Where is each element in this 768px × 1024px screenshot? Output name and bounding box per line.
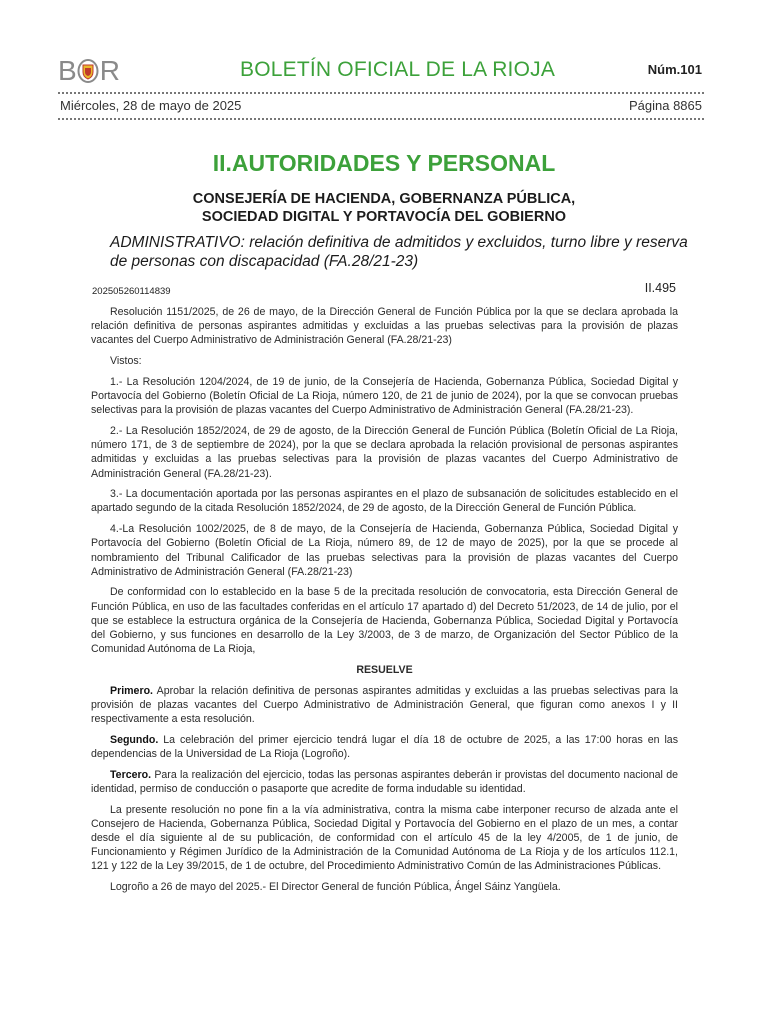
header-divider-bottom [58,118,704,120]
primero-paragraph [91,684,678,727]
bulletin-title: BOLETÍN OFICIAL DE LA RIOJA [240,58,556,81]
publication-date: Miércoles, 28 de mayo de 2025 [60,98,242,113]
subject-line-1: ADMINISTRATIVO: relación definitiva de admitidos y excluidos, turno libre y reserva [110,234,688,251]
tercero-text: Para la realización del ejercicio, todas las personas aspirantes deberán ir provistas del documento nacional de identidad, permiso de conducción o pasaporte que acredite de forma indudable su identidad. [91,768,678,795]
vistos-paragraph: Vistos: [110,355,142,368]
tercero-label: Tercero. [110,768,152,781]
bulletin-header [58,52,704,88]
document-reference: II.495 [644,281,676,295]
signature-paragraph: Logroño a 26 de mayo del 2025.- El Director General de función Pública, Ángel Sáinz Yangüela. [110,881,561,894]
logo-letter-b: B [58,55,76,86]
visto-item-4: 4.-La Resolución 1002/2025, de 8 de mayo, de la Consejería de Hacienda, Gobernanza Pública, Sociedad Digital y Portavocía del Gobierno (Boletín Oficial de La Rioja, número 89, de 12 de mayo de 2025), por la que se procede al nombramiento del Tribunal Calificador de las pruebas selectivas para la provisión de plazas vacantes del Cuerpo Administrativo de Administración General (FA.28/21-23) [91,523,678,578]
segundo-label: Segundo. [110,733,159,746]
recurso-paragraph: La presente resolución no pone fin a la vía administrativa, contra la misma cabe interponer recurso de alzada ante el Consejero de Hacienda, Gobernanza Pública, Sociedad Digital y Portavocía del Gobierno en el plazo de un mes, a contar desde el día siguiente al de su publicación, de conformidad con el artículo 45 de la ley 4/2005, de 1 de junio, de Funcionamiento y Régimen Jurídico de la Administración de la Comunidad Autónoma de La Rioja y de los artículos 112.1, 121 y 122 de la Ley 39/2015, de 1 de octubre, del Procedimiento Administrativo Común de las Administraciones Públicas. [91,803,678,873]
segundo-paragraph [91,733,678,761]
subject-line-2: de personas con discapacidad (FA.28/21-23) [110,253,419,270]
visto-item-3: 3.- La documentación aportada por las personas aspirantes en el plazo de subsanación de solicitudes establecido en el apartado segundo de la citada Resolución 1852/2024, de 29 de agosto, de la Dirección General de Función Pública. [91,488,678,515]
issue-number: Núm.101 [647,62,702,77]
document-subject [110,233,700,271]
department-heading [0,190,768,226]
document-code: 202505260114839 [92,286,171,297]
header-divider-top [58,92,704,94]
page-number: Página 8865 [628,98,702,113]
logo-letter-r: R [99,55,119,86]
resuelve-heading: RESUELVE [356,663,413,676]
primero-text: Aprobar la relación definitiva de personas aspirantes admitidas y excluidas a las pruebas selectivas para la provisión de plazas vacantes del Cuerpo Administrativo de Administración General, que figuran como anexos I y II respectivamente a esta resolución. [91,684,678,726]
visto-item-1: 1.- La Resolución 1204/2024, de 19 de junio, de la Consejería de Hacienda, Gobernanza Pública, Sociedad Digital y Portavocía del Gobierno (Boletín Oficial de La Rioja, número 120, de 21 de junio de 2024), por la que se convocan pruebas selectivas para la provisión de plazas vacantes del Cuerpo Administrativo de Administración General (FA.28/21-23). [91,375,678,417]
tercero-paragraph [91,768,678,796]
intro-paragraph: Resolución 1151/2025, de 26 de mayo, de la Dirección General de Función Pública por la que se declara aprobada la relación definitiva de personas aspirantes admitidas y excluidas a las pruebas selectivas para la provisión de plazas vacantes del Cuerpo Administrativo de Administración General (FA.28/21-23) [91,306,678,347]
department-line-1: CONSEJERÍA DE HACIENDA, GOBERNANZA PÚBLICA, [192,191,576,207]
primero-label: Primero. [110,684,153,697]
visto-item-2: 2.- La Resolución 1852/2024, de 29 de agosto, de la Dirección General de Función Pública (Boletín Oficial de La Rioja, número 171, de 3 de septiembre de 2024), por la que se declara aprobada la relación provisional de personas aspirantes admitidas y excluidas a las pruebas selectivas para la provisión de plazas vacantes del Cuerpo Administrativo de Administración General (FA.28/21-23). [91,424,678,480]
segundo-text: La celebración del primer ejercicio tendrá lugar el día 18 de octubre de 2025, a las 17:00 horas en las dependencias de la Universidad de La Rioja (Logroño). [91,733,678,760]
document-body [91,305,678,901]
section-title: II.AUTORIDADES Y PERSONAL [212,150,556,176]
bor-logo [58,56,119,86]
rioja-shield-icon [77,59,99,83]
department-line-2: SOCIEDAD DIGITAL Y PORTAVOCÍA DEL GOBIERNO [201,209,567,225]
conformidad-paragraph: De conformidad con lo establecido en la base 5 de la precitada resolución de convocatoria, esta Dirección General de Función Pública, en uso de las facultades conferidas en el artículo 17 apartado d) del Decreto 51/2023, de 14 de julio, por el que se establece la estructura orgánica de la Consejería de Hacienda, Gobernanza Pública, Sociedad Digital y Portavocía del Gobierno, y sus funciones en desarrollo de la Ley 3/2003, de 3 de marzo, de Organización del Sector Público de la Comunidad Autónoma de La Rioja, [91,586,678,656]
